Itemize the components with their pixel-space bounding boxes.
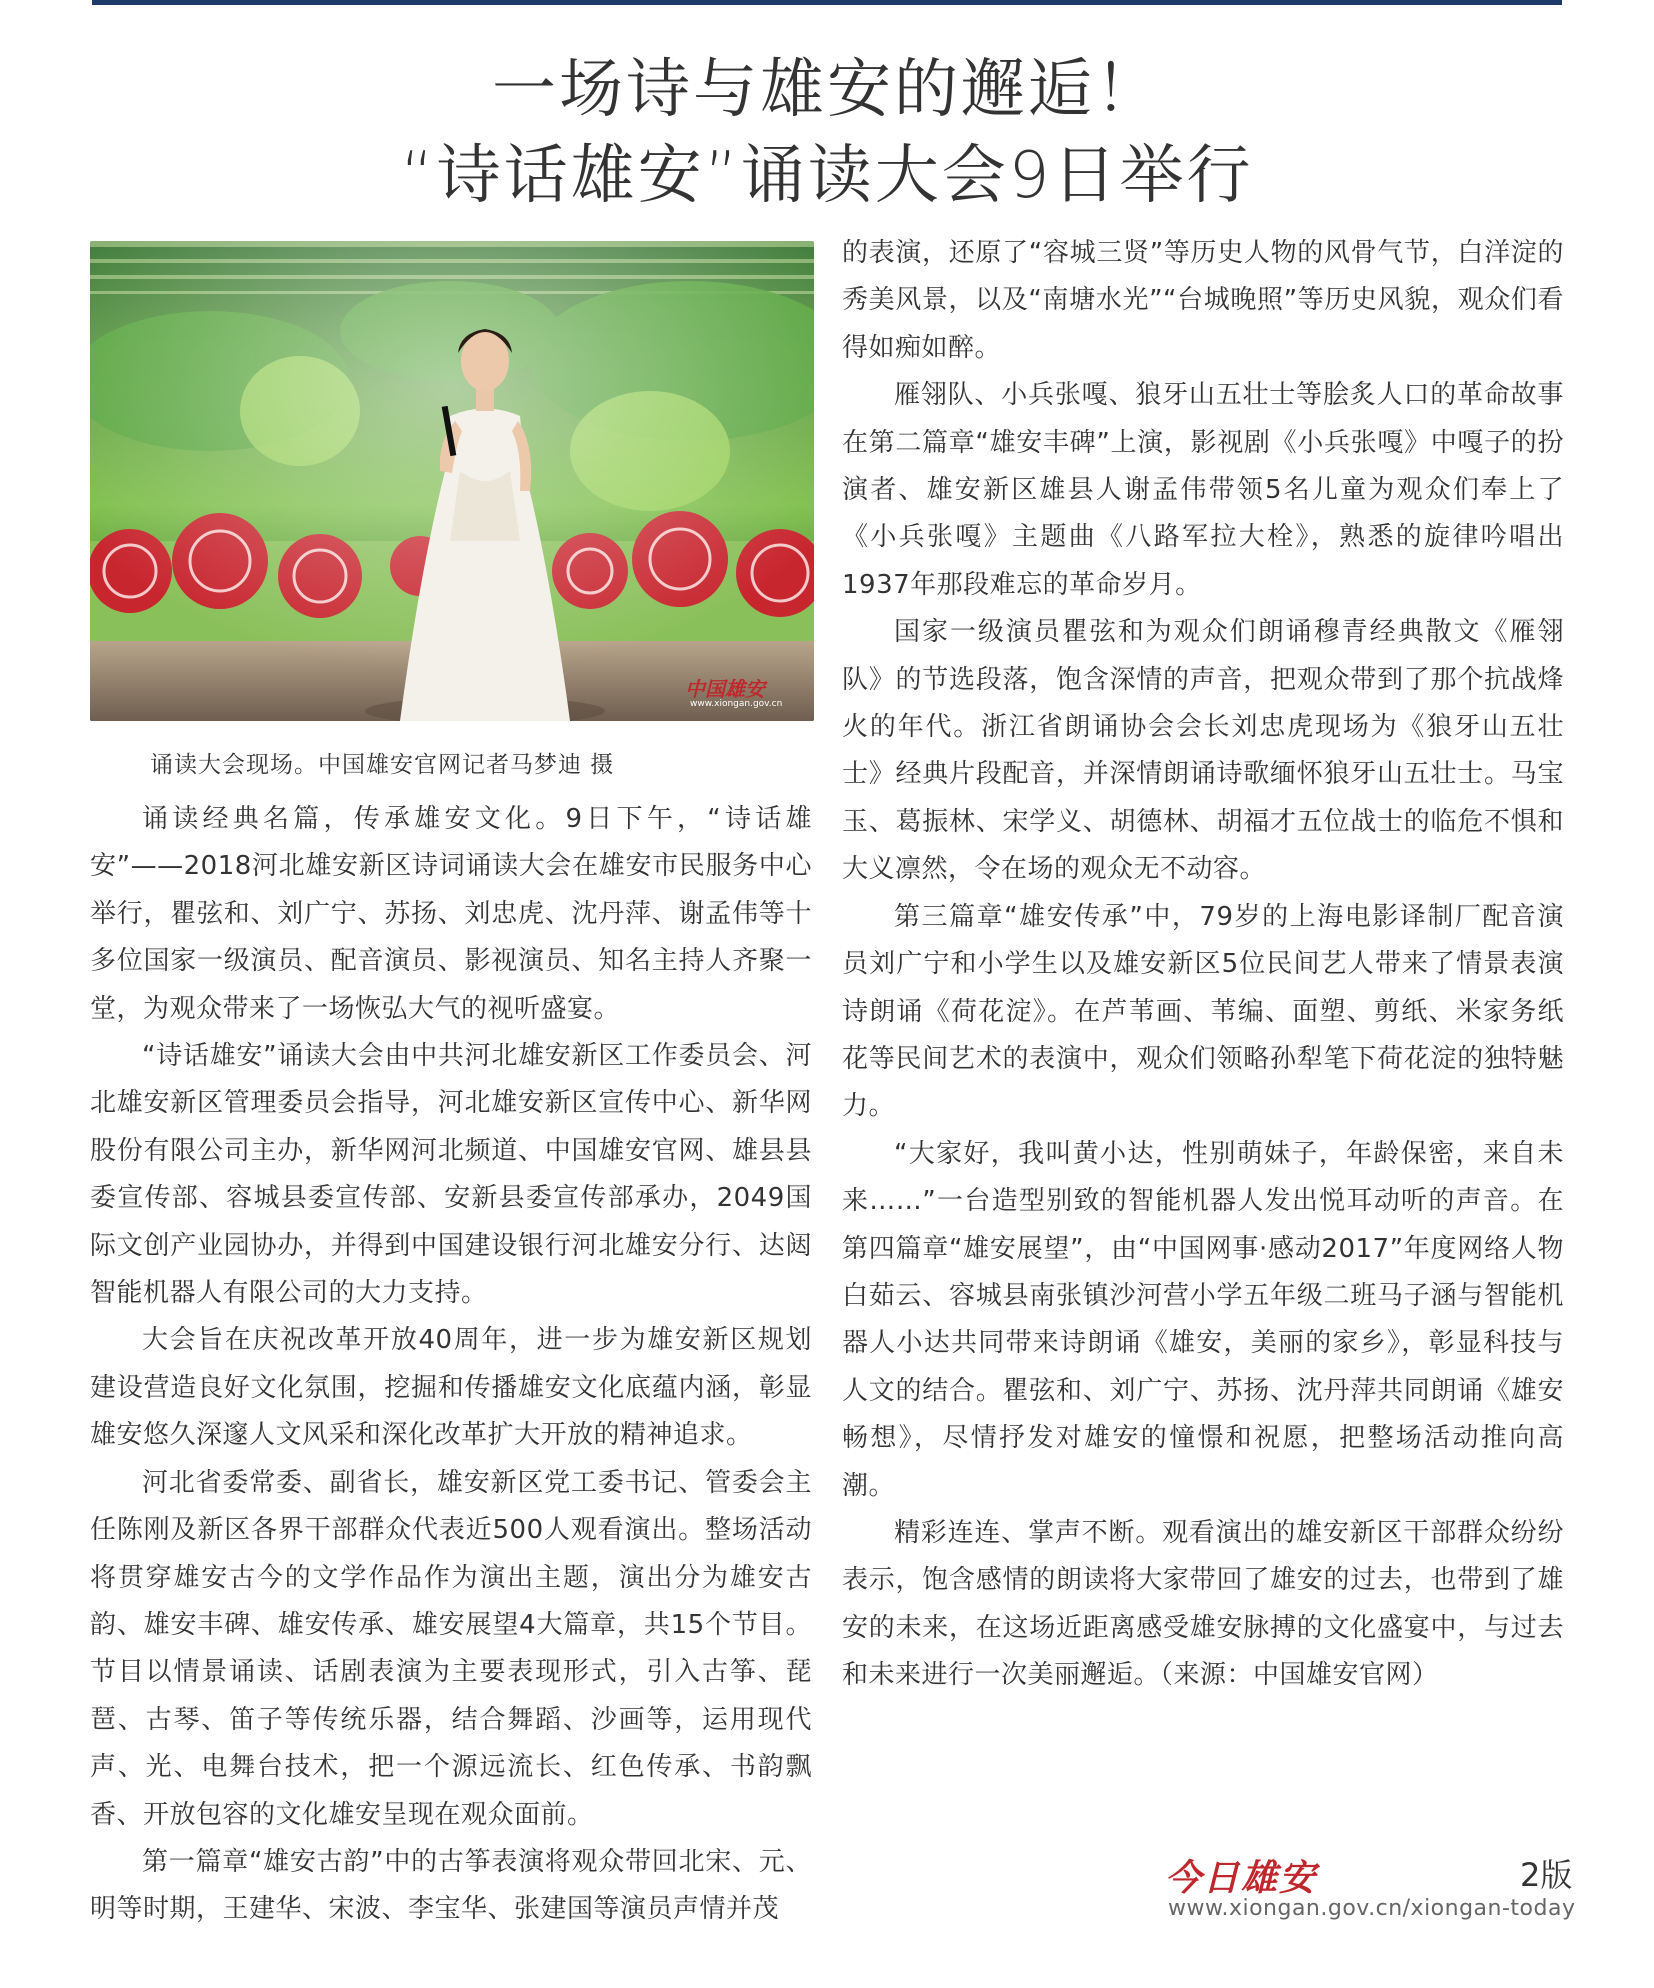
paragraph: 诵读经典名篇，传承雄安文化。9日下午，“诗话雄安”——2018河北雄安新区诗词诵读大会在雄安市民服务中心举行，瞿弦和、刘广宁、苏扬、刘忠虎、沈丹萍、谢孟伟等十多位国家一级演员、配音演员、影视演员、知名主持人齐聚一堂，为观众带来了一场恢弘大气的视听盛宴。 [90, 804, 812, 1024]
paragraph: 第三篇章“雄安传承”中，79岁的上海电影译制厂配音演员刘广宁和小学生以及雄安新区5位民间艺人带来了情景表演诗朗诵《荷花淀》。在芦苇画、苇编、面塑、剪纸、米家务纸花等民间艺术的表演中，观众们领略孙犁笔下荷花淀的独特魅力。 [842, 901, 1564, 1122]
publication-url: www.xiongan.gov.cn/xiongan-today [1168, 1896, 1576, 1921]
paragraph: “诗话雄安”诵读大会由中共河北雄安新区工作委员会、河北雄安新区管理委员会指导，河北雄安新区宣传中心、新华网股份有限公司主办，新华网河北频道、中国雄安官网、雄县县委宣传部、容城县委宣传部、安新县委宣传部承办，2049国际文创产业园协办，并得到中国建设银行河北雄安分行、达闼智能机器人有限公司的大力支持。 [90, 1041, 812, 1309]
article-left-column [90, 796, 812, 1934]
paragraph: 大会旨在庆祝改革开放40周年，进一步为雄安新区规划建设营造良好文化氛围，挖掘和传播雄安文化底蕴内涵，彰显雄安悠久深邃人文风采和深化改革扩大开放的精神追求。 [90, 1325, 812, 1451]
event-photo [90, 241, 814, 721]
watermark-url: www.xiongan.gov.cn [690, 699, 783, 709]
article-right-column [842, 230, 1564, 1700]
paragraph: 国家一级演员瞿弦和为观众们朗诵穆青经典散文《雁翎队》的节选段落，饱含深情的声音，把观众带到了那个抗战烽火的年代。浙江省朗诵协会会长刘忠虎现场为《狼牙山五壮士》经典片段配音，并深情朗诵诗歌缅怀狼牙山五壮士。马宝玉、葛振林、宋学义、胡德林、胡福才五位战士的临危不惧和大义凛然，令在场的观众无不动容。 [842, 617, 1564, 885]
paragraph: 第一篇章“雄安古韵”中的古筝表演将观众带回北宋、元、明等时期，王建华、宋波、李宝华、张建国等演员声情并茂 [90, 1846, 812, 1925]
paragraph: 精彩连连、掌声不断。观看演出的雄安新区干部群众纷纷表示，饱含感情的朗读将大家带回了雄安的过去，也带到了雄安的未来，在这场近距离感受雄安脉搏的文化盛宴中，与过去和未来进行一次美丽邂逅。（来源：中国雄安官网） [842, 1517, 1564, 1691]
watermark-logo: 中国雄安 [685, 677, 765, 701]
headline-line-2: “诗话雄安”诵读大会9日举行 [400, 139, 1254, 213]
publication-logo: 今日雄安 [1165, 1857, 1318, 1899]
headline-line-1: 一场诗与雄安的邂逅！ [492, 53, 1162, 127]
paragraph: “大家好，我叫黄小达，性别萌妹子，年龄保密，来自未来……”一台造型别致的智能机器人发出悦耳动听的声音。在第四篇章“雄安展望”，由“中国网事·感动2017”年度网络人物白茹云、容城县南张镇沙河营小学五年级二班马子涵与智能机器人小达共同带来诗朗诵《雄安，美丽的家乡》，彰显科技与人文的结合。瞿弦和、刘广宁、苏扬、沈丹萍共同朗诵《雄安畅想》，尽情抒发对雄安的憧憬和祝愿，把整场活动推向高潮。 [842, 1138, 1564, 1501]
paragraph: 雁翎队、小兵张嘎、狼牙山五壮士等脍炙人口的革命故事在第二篇章“雄安丰碑”上演，影视剧《小兵张嘎》中嘎子的扮演者、雄安新区雄县人谢孟伟带领5名儿童为观众们奉上了《小兵张嘎》主题曲《八路军拉大栓》，熟悉的旋律吟唱出1937年那段难忘的革命岁月。 [842, 380, 1564, 600]
photo-caption: 诵读大会现场。中国雄安官网记者马梦迪 摄 [150, 752, 615, 778]
paragraph-continuation: 的表演，还原了“容城三贤”等历史人物的风骨气节，白洋淀的秀美风景，以及“南塘水光”“台城晚照”等历史风貌，观众们看得如痴如醉。 [842, 238, 1564, 363]
top-rule [92, 0, 1562, 5]
edition-number: 2版 [1520, 1856, 1573, 1894]
paragraph: 河北省委常委、副省长，雄安新区党工委书记、管委会主任陈刚及新区各界干部群众代表近500人观看演出。整场活动将贯穿雄安古今的文学作品作为演出主题，演出分为雄安古韵、雄安丰碑、雄安传承、雄安展望4大篇章，共15个节目。节目以情景诵读、话剧表演为主要表现形式，引入古筝、琵琶、古琴、笛子等传统乐器，结合舞蹈、沙画等，运用现代声、光、电舞台技术，把一个源远流长、红色传承、书韵飘香、开放包容的文化雄安呈现在观众面前。 [90, 1467, 812, 1830]
